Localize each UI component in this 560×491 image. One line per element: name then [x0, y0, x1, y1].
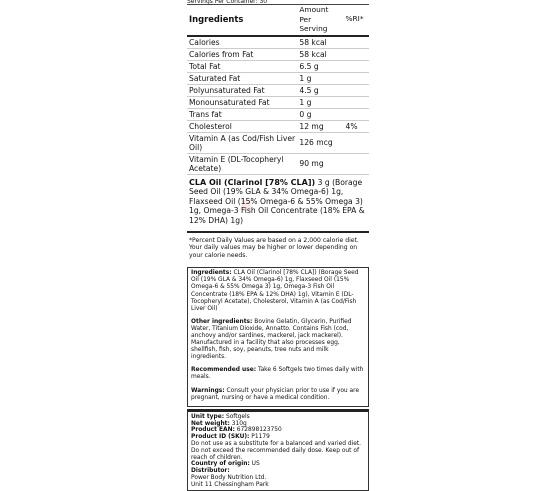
info-row: [191, 427, 365, 434]
row-amount: 6.5 g: [297, 60, 343, 72]
disclaimer-text: Do not use as a substitute for a balanced and varied diet. Do not exceed the recommended daily dose. Keep out of reach of children.: [191, 440, 362, 461]
row-name: Polyunsaturated Fat: [187, 84, 297, 96]
row-name: Total Fat: [187, 60, 297, 72]
row-name: Trans fat: [187, 108, 297, 120]
table-row: [187, 108, 369, 120]
row-amount: 0 g: [297, 108, 343, 120]
table-row: [187, 72, 369, 84]
recommended-use-label: Recommended use:: [191, 367, 257, 374]
table-row: [187, 96, 369, 108]
country-label: Country of origin:: [191, 461, 250, 468]
info-value: 672898123750: [236, 427, 282, 434]
table-row: [187, 132, 369, 153]
cla-amount: 3 g: [317, 177, 330, 187]
ingredients-text: CLA Oil (Clarinol [78% CLA]) (Borage Seed Oil (19% GLA & 34% Omega-6) 1g, Flaxseed Oil (15% Omega-6 & 55% Omega 3) 1g, Omega-3 Fish Oil Concentrate (18% EPA & 12% DHA) 1g), Vitamin E (DL-Tocopheryl Acetate), Cholesterol, Vitamin A (as Cod/Fish Liver Oil): [191, 270, 359, 312]
row-amount: 4.5 g: [297, 84, 343, 96]
info-label: Product ID (SKU):: [191, 434, 250, 441]
row-ri: [343, 72, 369, 84]
info-row: [191, 434, 365, 441]
info-row: [191, 421, 365, 428]
row-ri: [343, 84, 369, 96]
row-ri: [343, 48, 369, 60]
table-row: [187, 120, 369, 132]
daily-value-footnote: *Percent Daily Values are based on a 2,000 calorie diet. Your daily values may be higher or lower depending on your calorie needs.: [189, 237, 359, 259]
recommended-use-text: Take 6 Softgels two times daily with meals.: [191, 367, 364, 381]
product-info-box: [187, 409, 369, 491]
info-label: Product EAN:: [191, 427, 235, 434]
country-row: [191, 461, 365, 468]
row-ri: [343, 36, 369, 49]
header-ingredients: Ingredients: [189, 14, 244, 24]
recommended-use-section: [191, 367, 365, 381]
row-name: Vitamin A (as Cod/Fish Liver Oil): [187, 132, 297, 153]
info-value: P1179: [251, 434, 270, 441]
other-ingredients-text: Bovine Gelatin, Glycerin, Purified Water, Titanium Dioxide, Annatto. Contains Fish (cod, anchovy and/or sardines, mackerel, jack mackerel). Manufactured in a facility that also processes egg, shellfish, fish, soy, peanuts, tree nuts and milk ingredients.: [191, 318, 352, 361]
row-ri: [343, 153, 369, 174]
row-name: Calories: [187, 36, 297, 49]
other-ingredients-section: [191, 319, 365, 362]
row-ri: [343, 132, 369, 153]
servings-text: Servings Per Container: 30: [187, 0, 268, 5]
row-amount: 12 mg: [297, 120, 343, 132]
nutrition-table: [187, 4, 369, 175]
row-amount: 1 g: [297, 96, 343, 108]
row-ri: [343, 60, 369, 72]
header-ri: %RI*: [345, 14, 364, 23]
warnings-text: Consult your physician prior to use if you are pregnant, nursing or have a medical condition.: [191, 387, 360, 401]
watermark-logo: ✦: [226, 185, 267, 226]
row-amount: 58 kcal: [297, 48, 343, 60]
row-name: Vitamin E (DL-Tocopheryl Acetate): [187, 153, 297, 174]
warnings-section: [191, 388, 365, 402]
row-amount: 58 kcal: [297, 36, 343, 49]
row-ri: [343, 108, 369, 120]
row-amount: 90 mg: [297, 153, 343, 174]
row-name: Cholesterol: [187, 120, 297, 132]
row-name: Calories from Fat: [187, 48, 297, 60]
row-ri: [343, 96, 369, 108]
row-amount: 1 g: [297, 72, 343, 84]
table-row: [187, 84, 369, 96]
info-value: Softgels: [225, 413, 250, 420]
info-value: 310g: [231, 420, 247, 427]
row-ri: 4%: [343, 120, 369, 132]
cla-oil-block: [187, 175, 369, 234]
table-row: [187, 153, 369, 174]
cla-title: CLA Oil (Clarinol [78% CLA]): [189, 177, 316, 187]
row-name: Monounsaturated Fat: [187, 96, 297, 108]
table-row: [187, 36, 369, 49]
country-value: US: [251, 461, 260, 468]
info-label: Net weight:: [191, 420, 230, 427]
ingredients-section: [191, 270, 365, 313]
distributor-line1: Power Body Nutrition Ltd.: [191, 474, 267, 481]
ingredients-label: Ingredients:: [191, 270, 232, 277]
ingredients-box: [187, 267, 369, 407]
table-row: [187, 48, 369, 60]
info-row: [191, 414, 365, 421]
row-amount: 126 mcg: [297, 132, 343, 153]
distributor-label-text: Distributor:: [191, 468, 230, 475]
distributor-line2: Unit 11 Chessingham Park: [191, 481, 269, 488]
info-label: Unit type:: [191, 413, 225, 420]
distributor-label: [191, 468, 365, 475]
nutrition-table-header: [187, 4, 369, 36]
warnings-label: Warnings:: [191, 387, 225, 394]
other-ingredients-label: Other ingredients:: [191, 318, 253, 325]
cla-detail: (Borage Seed Oil (19% GLA & 34% Omega-6) 1g, Flaxseed Oil (15% Omega-6 & 55% Omega 3) 1g, Omega-3 Fish Oil Concentrate (18% EPA & 12% DHA) 1g): [189, 177, 365, 225]
row-name: Saturated Fat: [187, 72, 297, 84]
supplement-facts-panel: [187, 4, 369, 491]
header-amount-per-serving: Amount Per Serving: [299, 5, 329, 33]
table-row: [187, 60, 369, 72]
